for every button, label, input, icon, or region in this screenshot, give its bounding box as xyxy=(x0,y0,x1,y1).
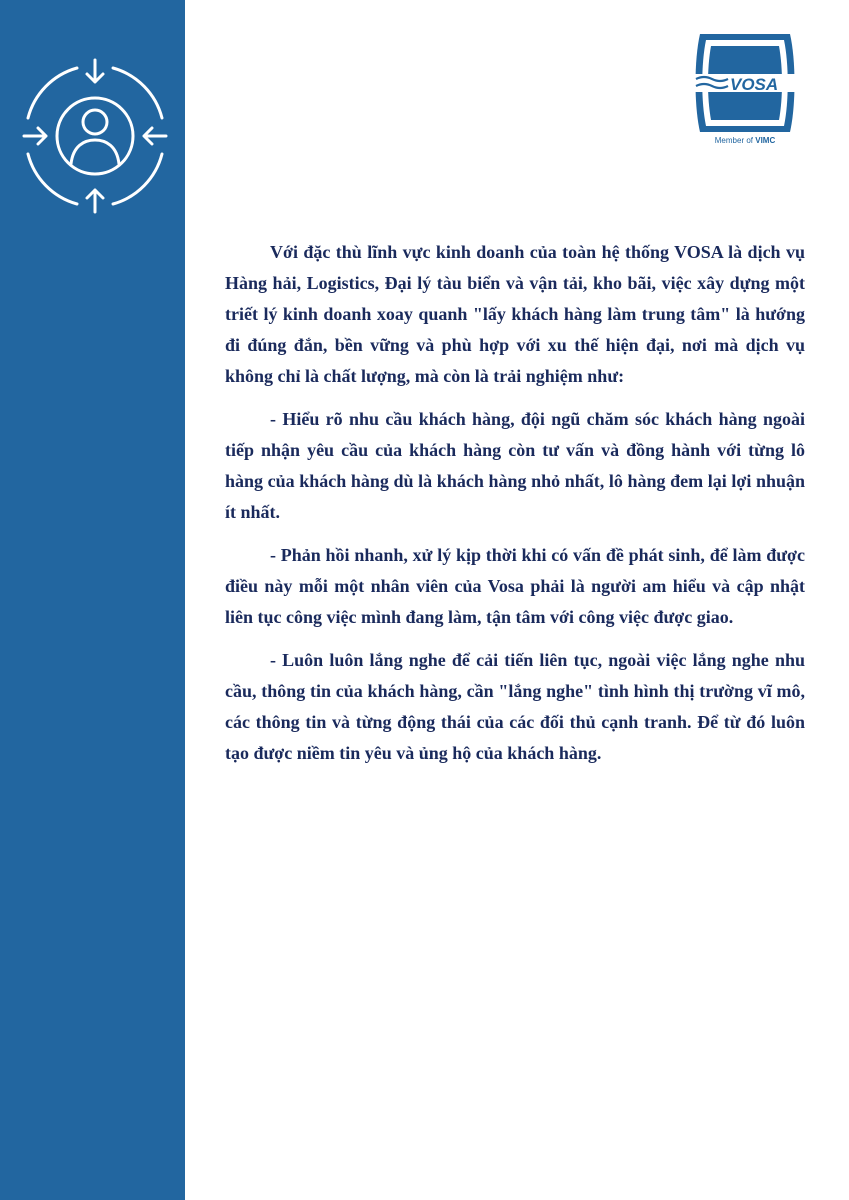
logo-member-line xyxy=(692,136,798,145)
sidebar-band xyxy=(0,0,185,1200)
paragraph-always-listen: - Luôn luôn lắng nghe để cải tiến liên tục, ngoài việc lắng nghe nhu cầu, thông tin của khách hàng, cần "lắng nghe" tình hình thị trường vĩ mô, các thông tin và từng động thái của các đối thủ cạnh tranh. Để từ đó luôn tạo được niềm tin yêu và ủng hộ của khách hàng. xyxy=(225,650,805,763)
logo-member-prefix: Member of xyxy=(714,136,753,145)
paragraph-intro: Với đặc thù lĩnh vực kinh doanh của toàn hệ thống VOSA là dịch vụ Hàng hải, Logistics, Đại lý tàu biển và vận tải, kho bãi, việc xây dựng một triết lý kinh doanh xoay quanh "lấy khách hàng làm trung tâm" là hướng đi đúng đắn, bền vững và phù hợp với xu thế hiện đại, nơi mà dịch vụ không chỉ là chất lượng, mà còn là trải nghiệm như: xyxy=(225,242,805,386)
vosa-logo xyxy=(692,30,798,158)
paragraph-understand-needs: - Hiểu rõ nhu cầu khách hàng, đội ngũ chăm sóc khách hàng ngoài tiếp nhận yêu cầu của khách hàng còn tư vấn và đồng hành với từng lô hàng của khách hàng dù là khách hàng nhỏ nhất, lô hàng đem lại lợi nhuận ít nhất. xyxy=(225,409,805,522)
logo-brand-text: VOSA xyxy=(730,75,779,94)
paragraph-fast-response: - Phản hồi nhanh, xử lý kịp thời khi có vấn đề phát sinh, để làm được điều này mỗi một nhân viên của Vosa phải là người am hiểu và cập nhật liên tục công việc mình đang làm, tận tâm với công việc được giao. xyxy=(225,545,805,627)
document-body xyxy=(225,237,805,781)
customer-cycle-icon xyxy=(20,56,170,216)
logo-member-org: VIMC xyxy=(755,136,776,145)
vosa-logo-icon xyxy=(692,30,798,136)
